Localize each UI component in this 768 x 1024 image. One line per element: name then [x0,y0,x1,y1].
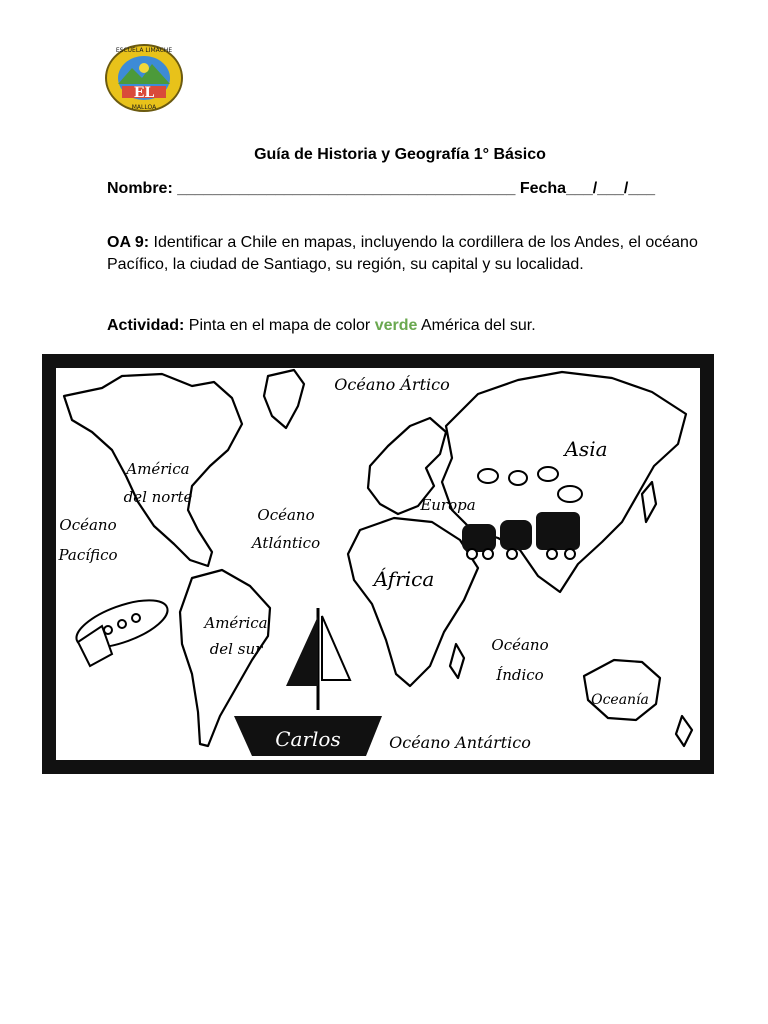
objective-paragraph [107,232,707,276]
activity-text-after: América del sur. [417,317,536,334]
label-europa: Europa [420,496,476,514]
label-oceano-antartico: Océano Antártico [389,733,531,752]
label-indico-1: Océano [491,636,549,654]
label-pacifico-1: Océano [59,516,117,534]
objective-label: OA 9: [107,234,150,251]
date-blank[interactable]: ___/___/___ [566,180,656,197]
label-oceano-artico: Océano Ártico [334,375,450,394]
page-title: Guía de Historia y Geografía 1° Básico [254,146,546,163]
label-america-sur-1: América [204,614,268,632]
label-indico-2: Índico [496,666,544,684]
label-africa: África [373,567,435,591]
label-asia: Asia [564,437,608,461]
name-blank[interactable]: ______________________________________ [177,180,516,197]
activity-paragraph [107,315,536,337]
label-oceano-atlantico-2: Atlántico [251,534,321,552]
logo-initials: EL [133,85,155,101]
school-logo [104,42,184,114]
activity-label: Actividad: [107,317,185,334]
name-date-line [107,178,655,200]
label-america-norte-2: del norte [123,488,193,506]
date-label: Fecha [519,180,567,197]
label-america-norte-1: América [126,460,190,478]
name-label: Nombre: [107,180,173,197]
logo-text-bottom: MALLOA [131,104,157,111]
label-pacifico-2: Pacífico [58,546,118,564]
label-boat-name: Carlos [275,727,341,751]
label-oceano-atlantico-1: Océano [257,506,315,524]
activity-highlight: verde [374,317,418,334]
logo-text-top: ESCUELA LIMACHE [115,47,173,54]
activity-text-before: Pinta en el mapa de color [184,317,375,334]
objective-text: Identificar a Chile en mapas, incluyendo la cordillera de los Andes, el océano Pacífico, la ciudad de Santiago, su región, su capital y su localidad. [107,234,698,273]
world-map [42,354,714,774]
label-oceania: Oceanía [591,692,649,708]
label-america-sur-2: del sur [209,640,263,658]
